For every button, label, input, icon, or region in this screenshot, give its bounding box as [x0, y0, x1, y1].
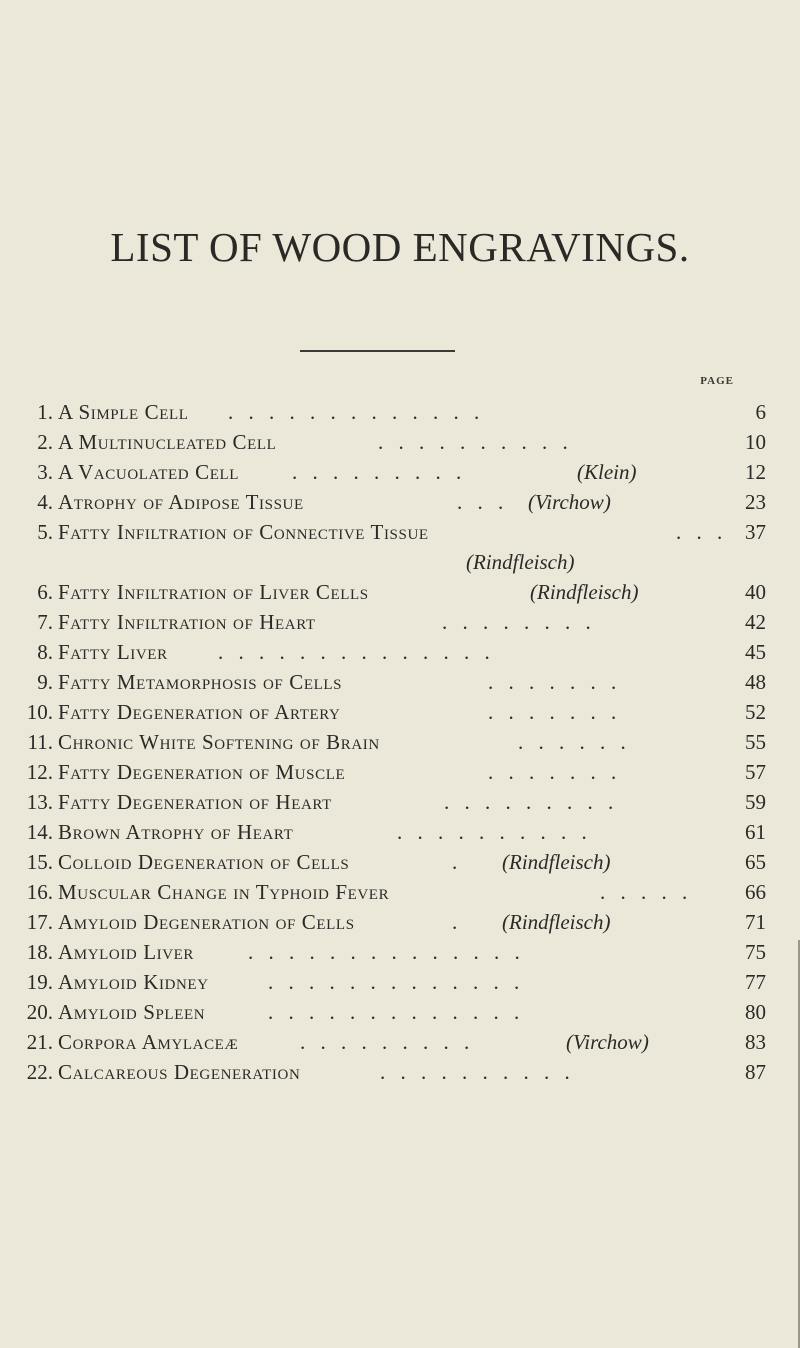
- entry-page: 52: [745, 700, 766, 724]
- entry-page: 65: [745, 850, 766, 874]
- entry-title: A Multinucleated Cell: [58, 430, 277, 454]
- leader-dots: . . . . . . . . .: [444, 790, 619, 814]
- list-item: [20, 937, 766, 967]
- entry-page: 66: [745, 880, 766, 904]
- entry-page: 57: [745, 760, 766, 784]
- entry-title: Amyloid Liver: [58, 940, 195, 964]
- list-item: [20, 787, 766, 817]
- entry-number: 19.: [26, 970, 53, 994]
- entry-number: 4.: [37, 490, 53, 514]
- entry-title: Chronic White Softening of Brain: [58, 730, 380, 754]
- entry-number: 14.: [26, 820, 53, 844]
- entry-author: (Rindfleisch): [530, 580, 639, 604]
- entry-page: 87: [745, 1060, 766, 1084]
- entry-number: 12.: [26, 760, 53, 784]
- list-item: [20, 1057, 766, 1087]
- entry-title: Atrophy of Adipose Tissue: [58, 490, 304, 514]
- entry-page: 23: [745, 490, 766, 514]
- entry-number: 8.: [37, 640, 53, 664]
- entry-page: 42: [745, 610, 766, 634]
- list-item: [20, 1027, 766, 1057]
- entry-number: 10.: [26, 700, 53, 724]
- entry-page: 40: [745, 580, 766, 604]
- entry-number: 11.: [27, 730, 53, 754]
- leader-dots: . . . . . . . . . . . . . .: [218, 640, 495, 664]
- list-item: [20, 877, 766, 907]
- entry-title: Amyloid Degeneration of Cells: [58, 910, 355, 934]
- leader-dots: . . . . . . .: [488, 760, 622, 784]
- leader-dots: . . . . .: [600, 880, 693, 904]
- entry-title: Fatty Infiltration of Connective Tissue: [58, 520, 429, 544]
- entry-number: 17.: [26, 910, 53, 934]
- entry-number: 3.: [37, 460, 53, 484]
- entry-number: 20.: [26, 1000, 53, 1024]
- entry-page: 61: [745, 820, 766, 844]
- entry-author: (Klein): [577, 460, 637, 484]
- list-item: [20, 697, 766, 727]
- entry-title: Fatty Degeneration of Heart: [58, 790, 332, 814]
- entry-number: 15.: [26, 850, 53, 874]
- list-item: [20, 847, 766, 877]
- leader-dots: . . . . . . . .: [442, 610, 596, 634]
- entry-number: 9.: [37, 670, 53, 694]
- entry-title: Corpora Amylaceæ: [58, 1030, 239, 1054]
- entry-page: 10: [745, 430, 766, 454]
- entry-page: 77: [745, 970, 766, 994]
- list-item: [20, 757, 766, 787]
- entry-number: 5.: [37, 520, 53, 544]
- entry-title: Fatty Infiltration of Heart: [58, 610, 316, 634]
- page-column-heading: PAGE: [700, 375, 734, 387]
- entry-number: 13.: [26, 790, 53, 814]
- leader-dots: . . . . . . . . . . . . .: [268, 970, 525, 994]
- entry-page: 6: [755, 400, 766, 424]
- entry-number: 7.: [37, 610, 53, 634]
- list-item: [20, 817, 766, 847]
- leader-dots: . . . . . .: [518, 730, 631, 754]
- entry-number: 16.: [26, 880, 53, 904]
- list-item: [20, 607, 766, 637]
- entry-title: Amyloid Kidney: [58, 970, 209, 994]
- leader-dots: . . . . . . . . . . . . .: [268, 1000, 525, 1024]
- entry-number: 18.: [26, 940, 53, 964]
- entry-author: (Virchow): [566, 1030, 649, 1054]
- entry-title: Muscular Change in Typhoid Fever: [58, 880, 390, 904]
- entry-page: 75: [745, 940, 766, 964]
- leader-dots: . . . . . . .: [488, 700, 622, 724]
- list-item: [20, 487, 766, 517]
- leader-dots: . . . . . . . . . .: [380, 1060, 575, 1084]
- entry-author-continued: (Rindfleisch): [466, 550, 575, 574]
- entry-page: 37: [745, 520, 766, 544]
- page-title: LIST OF WOOD ENGRAVINGS.: [110, 224, 690, 270]
- entry-page: 59: [745, 790, 766, 814]
- list-item: [20, 727, 766, 757]
- entry-author: (Virchow): [528, 490, 611, 514]
- leader-dots: .: [452, 850, 463, 874]
- leader-dots: . . . . . . . . . . . . . .: [248, 940, 525, 964]
- leader-dots: . . . . . . . . .: [300, 1030, 475, 1054]
- list-item: [20, 967, 766, 997]
- entry-page: 71: [745, 910, 766, 934]
- list-item: [20, 667, 766, 697]
- entry-page: 83: [745, 1030, 766, 1054]
- entry-author: (Rindfleisch): [502, 910, 611, 934]
- leader-dots: . . . . . . .: [488, 670, 622, 694]
- entry-title: A Simple Cell: [58, 400, 189, 424]
- list-item: [20, 457, 766, 487]
- entry-page: 12: [745, 460, 766, 484]
- entry-number: 1.: [37, 400, 53, 424]
- entry-page: 45: [745, 640, 766, 664]
- entry-title: A Vacuolated Cell: [58, 460, 239, 484]
- entry-title: Brown Atrophy of Heart: [58, 820, 294, 844]
- title-rule: [300, 350, 455, 352]
- entry-title: Calcareous Degeneration: [58, 1060, 301, 1084]
- list-item: [20, 907, 766, 937]
- entry-number: 22.: [26, 1060, 53, 1084]
- leader-dots: . . . . . . . . . .: [397, 820, 592, 844]
- entry-title: Fatty Degeneration of Muscle: [58, 760, 346, 784]
- entry-page: 48: [745, 670, 766, 694]
- leader-dots: .: [452, 910, 463, 934]
- entry-title: Fatty Degeneration of Artery: [58, 700, 341, 724]
- entry-number: 2.: [37, 430, 53, 454]
- entry-title: Colloid Degeneration of Cells: [58, 850, 350, 874]
- list-item: [20, 637, 766, 667]
- list-item: [20, 517, 766, 547]
- entry-title: Amyloid Spleen: [58, 1000, 206, 1024]
- list-item: [20, 577, 766, 607]
- entry-title: Fatty Liver: [58, 640, 168, 664]
- entry-page: 80: [745, 1000, 766, 1024]
- leader-dots: . . .: [676, 520, 728, 544]
- entry-number: 21.: [26, 1030, 53, 1054]
- entry-number: 6.: [37, 580, 53, 604]
- list-item: [20, 397, 766, 427]
- leader-dots: . . . . . . . . . . . . .: [228, 400, 485, 424]
- entry-page: 55: [745, 730, 766, 754]
- leader-dots: . . .: [457, 490, 509, 514]
- entry-title: Fatty Infiltration of Liver Cells: [58, 580, 369, 604]
- entry-title: Fatty Metamorphosis of Cells: [58, 670, 343, 694]
- leader-dots: . . . . . . . . .: [292, 460, 467, 484]
- entry-author: (Rindfleisch): [502, 850, 611, 874]
- list-item: [20, 427, 766, 457]
- leader-dots: . . . . . . . . . .: [378, 430, 573, 454]
- list-item: [20, 997, 766, 1027]
